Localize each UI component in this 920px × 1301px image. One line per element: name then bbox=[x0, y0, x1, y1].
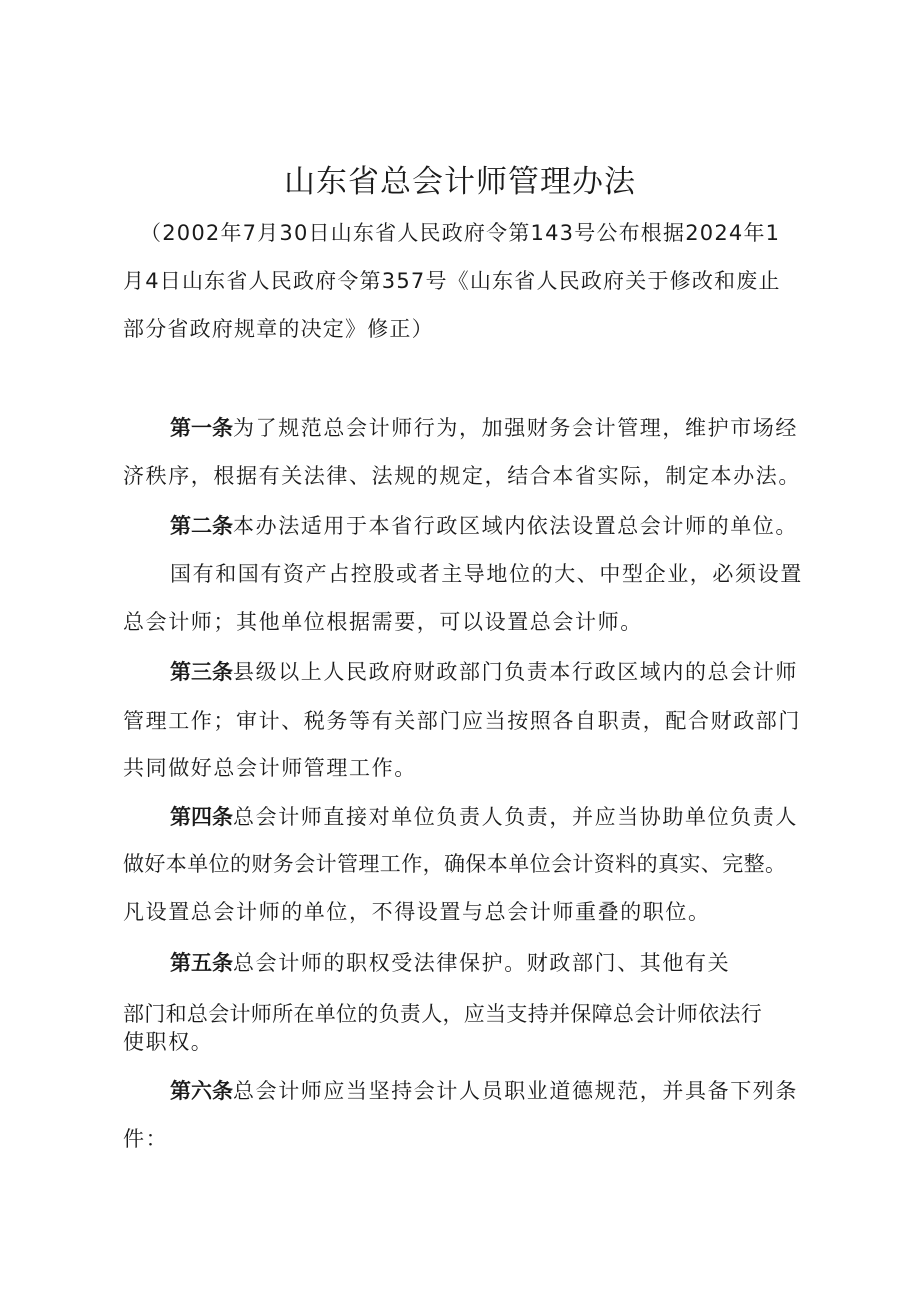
article-4-line-2: 做好本单位的财务会计管理工作，确保本单位会计资料的真实、完整。 bbox=[123, 852, 787, 876]
article-3-line-3: 共同做好总会计师管理工作。 bbox=[123, 756, 417, 780]
article-5-line-1 bbox=[170, 948, 730, 978]
article-6-line-1 bbox=[170, 1076, 798, 1106]
article-text: 总会计师应当坚持会计人员职业道德规范，并具备下列条 bbox=[233, 1079, 798, 1103]
article-1-line-2: 济秩序，根据有关法律、法规的规定，结合本省实际，制定本办法。 bbox=[123, 464, 801, 488]
article-heading: 第五条 bbox=[170, 951, 233, 975]
article-2-para-2-line-2: 总会计师；其他单位根据需要，可以设置总会计师。 bbox=[123, 610, 643, 634]
article-text: 县级以上人民政府财政部门负责本行政区域内的总会计师 bbox=[233, 660, 798, 684]
article-heading: 第二条 bbox=[170, 514, 233, 538]
article-text: 为了规范总会计师行为，加强财务会计管理，维护市场经 bbox=[233, 416, 798, 440]
subtitle-line: 月4日山东省人民政府令第357号《山东省人民政府关于修改和废止 bbox=[123, 269, 781, 293]
article-2-line-1 bbox=[170, 511, 798, 541]
document-title: 山东省总会计师管理办法 bbox=[284, 164, 636, 200]
article-6-line-2: 件： bbox=[123, 1127, 169, 1151]
article-2-para-2-line-1: 国有和国有资产占控股或者主导地位的大、中型企业，必须设置 bbox=[170, 562, 803, 586]
article-5-line-2: 部门和总会计师所在单位的负责人，应当支持并保障总会计师依法行 bbox=[123, 1002, 762, 1026]
subtitle-line: 部分省政府规章的决定》修正） bbox=[123, 317, 434, 341]
article-4-line-3: 凡设置总会计师的单位，不得设置与总会计师重叠的职位。 bbox=[123, 900, 711, 924]
article-text: 本办法适用于本省行政区域内依法设置总会计师的单位。 bbox=[233, 514, 798, 538]
article-3-line-2: 管理工作；审计、税务等有关部门应当按照各自职责，配合财政部门 bbox=[123, 709, 801, 733]
article-heading: 第四条 bbox=[170, 805, 233, 829]
article-heading: 第六条 bbox=[170, 1079, 233, 1103]
subtitle-line: （2002年7月30日山东省人民政府令第143号公布根据2024年1 bbox=[140, 221, 781, 245]
article-5-line-3: 使职权。 bbox=[123, 1030, 214, 1054]
article-text: 总会计师直接对单位负责人负责，并应当协助单位负责人 bbox=[233, 805, 798, 829]
article-4-line-1 bbox=[170, 802, 798, 832]
article-heading: 第三条 bbox=[170, 660, 233, 684]
article-text: 总会计师的职权受法律保护。财政部门、其他有关 bbox=[233, 951, 731, 975]
article-1-line-1 bbox=[170, 413, 798, 443]
article-heading: 第一条 bbox=[170, 416, 233, 440]
article-3-line-1 bbox=[170, 657, 798, 687]
